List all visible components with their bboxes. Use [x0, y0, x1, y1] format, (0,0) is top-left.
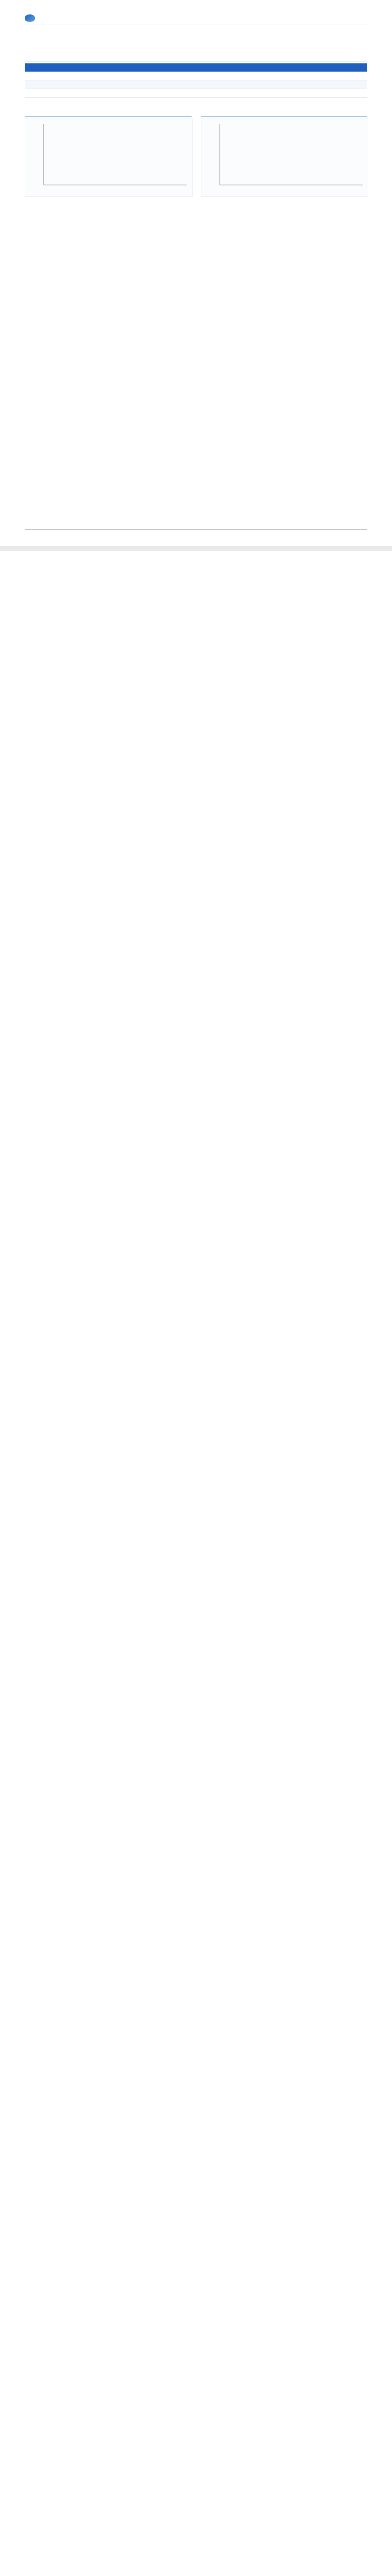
table-cell	[139, 89, 196, 98]
section-title	[25, 30, 367, 39]
data-table	[25, 63, 367, 98]
figure-source-note	[25, 198, 192, 204]
table-cell	[25, 89, 82, 98]
table-cell	[82, 72, 139, 80]
chart	[25, 118, 193, 197]
table-column-header	[310, 63, 367, 72]
table-cell	[196, 80, 253, 89]
table-row	[25, 72, 367, 80]
table-cell	[310, 72, 367, 80]
figure	[201, 105, 368, 204]
table-cell	[25, 72, 82, 80]
report-page	[0, 0, 392, 551]
body-paragraph	[25, 42, 367, 49]
figure-source-note	[201, 198, 368, 204]
table-header-row	[25, 63, 367, 72]
table-row	[25, 80, 367, 89]
table-cell	[253, 89, 310, 98]
table-row	[25, 89, 367, 98]
figure-caption	[201, 109, 368, 116]
report-document	[0, 0, 392, 551]
logo-icon	[25, 14, 35, 22]
table-cell	[196, 72, 253, 80]
table-column-header	[82, 63, 139, 72]
table-cell	[82, 89, 139, 98]
table-cell	[253, 80, 310, 89]
table-column-header	[196, 63, 253, 72]
chart	[201, 118, 369, 197]
table-cell	[139, 72, 196, 80]
table-source-note	[25, 99, 367, 105]
table-cell	[82, 80, 139, 89]
table-caption	[25, 54, 367, 61]
table-cell	[253, 72, 310, 80]
table-cell	[25, 80, 82, 89]
table-column-header	[139, 63, 196, 72]
page-header	[25, 11, 367, 25]
page-footer	[25, 529, 367, 539]
figure-caption	[25, 109, 192, 116]
table-cell	[196, 89, 253, 98]
figure-row	[25, 105, 367, 204]
table-cell	[310, 89, 367, 98]
table-cell	[139, 80, 196, 89]
company-logo	[25, 14, 54, 22]
table-cell	[310, 80, 367, 89]
table-column-header	[253, 63, 310, 72]
figure	[25, 105, 192, 204]
table-column-header	[25, 63, 82, 72]
